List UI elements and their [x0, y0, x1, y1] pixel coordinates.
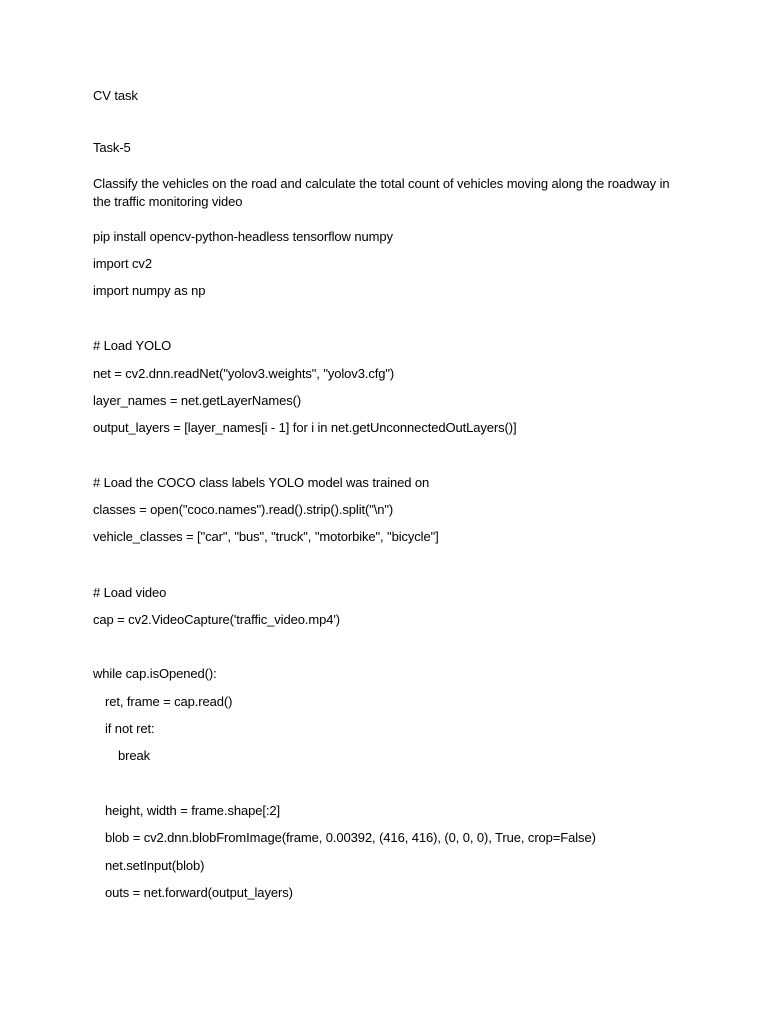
code-comment: # Load the COCO class labels YOLO model was trained on	[93, 475, 430, 490]
code-line: if not ret:	[105, 721, 155, 736]
code-comment: # Load video	[93, 585, 167, 600]
code-line: outs = net.forward(output_layers)	[105, 885, 293, 900]
code-line: import numpy as np	[93, 283, 206, 298]
task-heading: Task-5	[93, 140, 131, 155]
code-line: break	[118, 748, 151, 763]
document-title: CV task	[93, 88, 138, 103]
code-line: layer_names = net.getLayerNames()	[93, 393, 302, 408]
task-description: Classify the vehicles on the road and calculate the total count of vehicles moving along the roadway in the traffic monitoring video	[93, 176, 670, 209]
code-line: net = cv2.dnn.readNet("yolov3.weights", "yolov3.cfg")	[93, 366, 395, 381]
code-line: cap = cv2.VideoCapture('traffic_video.mp4')	[93, 612, 340, 627]
code-comment: # Load YOLO	[93, 338, 172, 353]
code-line: height, width = frame.shape[:2]	[105, 803, 281, 818]
code-line: vehicle_classes = ["car", "bus", "truck", "motorbike", "bicycle"]	[93, 529, 439, 544]
code-line: pip install opencv-python-headless tensorflow numpy	[93, 229, 393, 244]
code-line: output_layers = [layer_names[i - 1] for i in net.getUnconnectedOutLayers()]	[93, 420, 517, 435]
code-line: blob = cv2.dnn.blobFromImage(frame, 0.00392, (416, 416), (0, 0, 0), True, crop=False)	[105, 830, 596, 845]
code-line: net.setInput(blob)	[105, 858, 205, 873]
code-line: while cap.isOpened():	[93, 666, 217, 681]
code-line: ret, frame = cap.read()	[105, 694, 233, 709]
code-line: classes = open("coco.names").read().strip().split("\n")	[93, 502, 394, 517]
code-line: import cv2	[93, 256, 152, 271]
